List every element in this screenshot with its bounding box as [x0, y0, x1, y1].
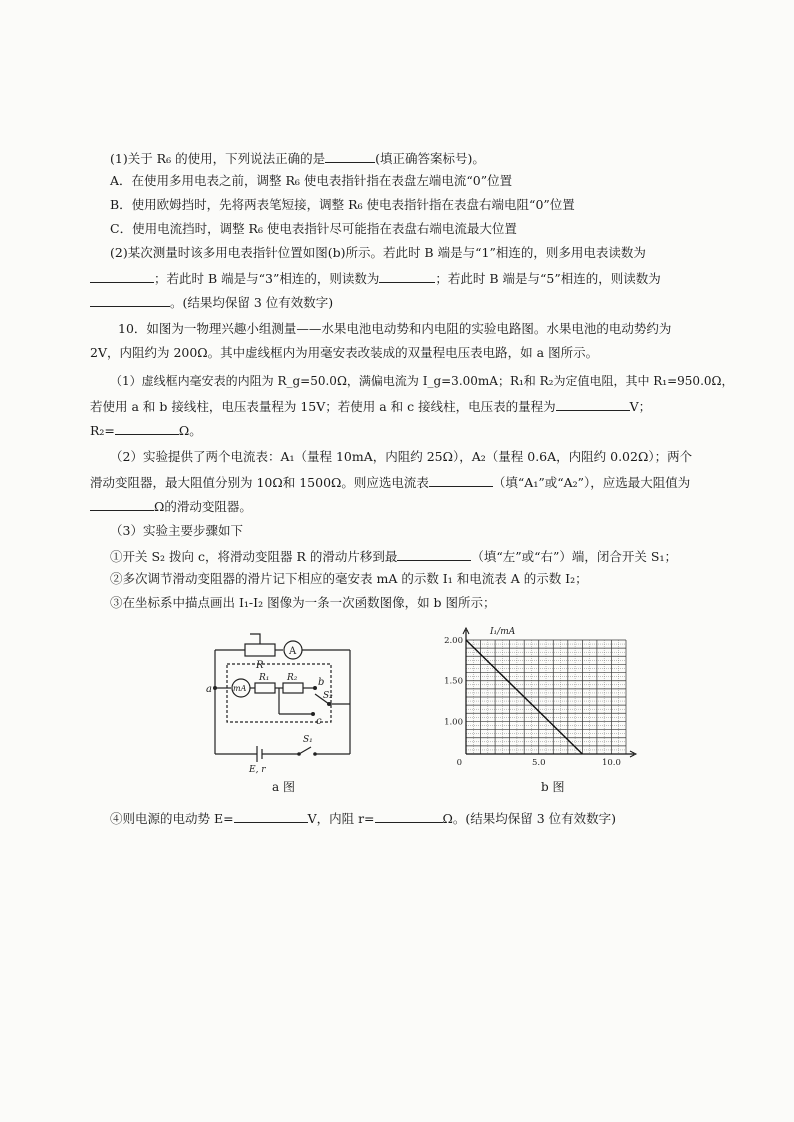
figure-a-caption: a 图 [272, 780, 295, 794]
q10-step4: ④则电源的电动势 E= V，内阻 r= Ω。(结果均保留 3 位有效数字) [110, 808, 616, 828]
q10-p1-line2: 若使用 a 和 b 接线柱，电压表量程为 15V；若使用 a 和 c 接线柱，电压表的量程为 V； [90, 396, 651, 416]
q10-p3-heading: （3）实验主要步骤如下 [110, 523, 243, 538]
label-r2: R₂ [287, 673, 298, 683]
label-b: b [318, 677, 325, 688]
label-ammeter: A [289, 646, 297, 657]
label-r: R [256, 660, 264, 671]
q10-p2-line1: （2）实验提供了两个电流表：A₁（量程 10mA，内阻约 25Ω），A₂（量程 0.6A，内阻约 0.02Ω）；两个 [110, 449, 693, 464]
answer-blank[interactable] [90, 496, 154, 511]
q10-intro-line1: 10．如图为一物理兴趣小组测量——水果电池电动势和内电阻的实验电路图。水果电池的电动势约为 [118, 321, 672, 336]
y-tick-label: 2.00 [444, 636, 463, 646]
answer-blank[interactable] [397, 546, 471, 561]
answer-blank[interactable] [90, 268, 154, 283]
q9-option-b: B．使用欧姆挡时，先将两表笔短接，调整 R₆ 使电表指针指在表盘右端电阻“0”位置 [110, 197, 575, 212]
answer-blank[interactable] [115, 420, 179, 435]
answer-blank[interactable] [90, 292, 170, 307]
q9-part2-line3: 。(结果均保留 3 位有效数字) [90, 292, 333, 312]
label-s1: S₁ [303, 735, 313, 745]
label-source: E, r [249, 765, 266, 774]
answer-blank[interactable] [375, 808, 443, 823]
graph-b [430, 622, 640, 772]
q9-part1: (1)关于 R₆ 的使用，下列说法正确的是 (填正确答案标号)。 [110, 148, 485, 168]
x-tick-label: 10.0 [601, 758, 621, 768]
q10-p2-line3: Ω的滑动变阻器。 [90, 496, 252, 516]
q9-option-a: A．在使用多用电表之前，调整 R₆ 使电表指针指在表盘左端电流“0”位置 [110, 173, 513, 188]
x-tick-label: 5.0 [531, 758, 546, 768]
q9-part2-line2: ；若此时 B 端是与“3”相连的，则读数为 ；若此时 B 端是与“5”相连的，则读数为 [90, 268, 661, 288]
answer-blank[interactable] [234, 808, 308, 823]
label-milliammeter: mA [233, 684, 247, 693]
q10-p1-line1: （1）虚线框内毫安表的内阻为 R_g=50.0Ω，满偏电流为 I_g=3.00mA；R₁和 R₂为定值电阻，其中 R₁=950.0Ω， [110, 374, 734, 388]
label-a: a [206, 684, 212, 695]
label-s2: S₂ [323, 691, 333, 701]
answer-blank[interactable] [556, 396, 630, 411]
q9-part2-line1: (2)某次测量时该多用电表指针位置如图(b)所示。若此时 B 端是与“1”相连的，则多用电表读数为 [110, 245, 646, 260]
label-c: c [316, 716, 322, 727]
circuit-diagram-a [205, 628, 365, 774]
answer-blank[interactable] [325, 148, 375, 163]
q10-p1-line3: R₂= Ω。 [90, 420, 202, 440]
y-axis-label: I₁/mA [490, 627, 516, 637]
q10-p2-line2: 滑动变阻器，最大阻值分别为 10Ω和 1500Ω。则应选电流表 （填“A₁”或“A₂”），应选最大阻值为 [90, 472, 690, 492]
q10-intro-line2: 2V，内阻约为 200Ω。其中虚线框内为用毫安表改装成的双量程电压表电路，如 a 图所示。 [90, 345, 599, 360]
q10-step2: ②多次调节滑动变阻器的滑片记下相应的毫安表 mA 的示数 I₁ 和电流表 A 的示数 I₂； [110, 571, 588, 586]
x-tick-label: 0 [456, 758, 462, 768]
label-r1: R₁ [259, 673, 270, 683]
answer-blank[interactable] [379, 268, 435, 283]
q10-step1: ①开关 S₂ 拨向 c，将滑动变阻器 R 的滑动片移到最 （填“左”或“右”）端，闭合开关 S₁； [110, 546, 677, 566]
figure-b-caption: b 图 [541, 780, 565, 794]
y-tick-label: 1.00 [444, 717, 463, 728]
answer-blank[interactable] [429, 472, 493, 487]
q10-step3: ③在坐标系中描点画出 I₁-I₂ 图像为一条一次函数图像，如 b 图所示； [110, 595, 496, 610]
y-tick-label: 1.50 [444, 676, 463, 687]
q9-option-c: C．使用电流挡时，调整 R₆ 使电表指针尽可能指在表盘右端电流最大位置 [110, 221, 517, 236]
